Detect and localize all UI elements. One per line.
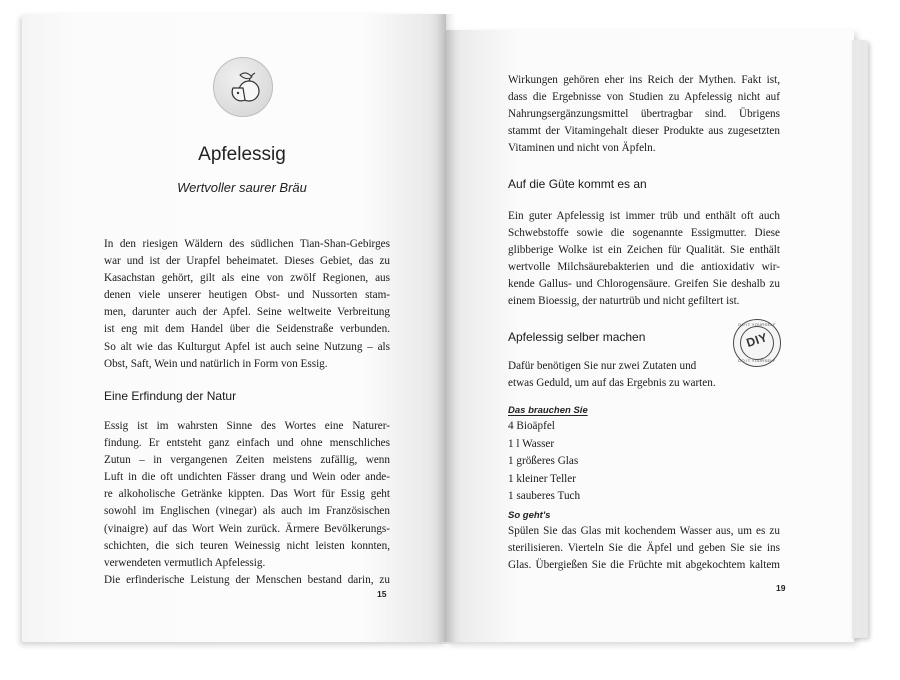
diy-heading: Apfelessig selber machen: [508, 330, 646, 344]
text-line: Schwebstoffe sowie die sogenannte Essigmutter. Diese: [508, 227, 780, 240]
text-line: war und ist der Urapfel beheimatet. Dieses Gebiet, das zu: [104, 255, 390, 268]
text-line: Luft in die oft undichten Fässer drang und Wein oder ande-: [104, 471, 390, 484]
text-line: Glas. Übergießen Sie die Früchte mit abgekochtem kaltem: [508, 559, 780, 572]
text-line: verwendeten vermutlich Apfelessig.: [104, 556, 266, 569]
badge-text: DIY: [744, 330, 770, 350]
method-label: So geht's: [508, 510, 551, 521]
ingredients-label: Das brauchen Sie: [508, 405, 588, 416]
text-line: denen viele unserer heutigen Obst- und Nussorten stam-: [104, 289, 390, 302]
text-line: Spülen Sie das Glas mit kochendem Wasser aus, um es zu: [508, 525, 780, 537]
apple-icon: [213, 57, 273, 117]
text-line: ist eng mit dem Handel über die Seidenstraße verbunden.: [104, 323, 390, 336]
text-line: Zutun – in vergangenen Zeiten meistens zufällig, wenn: [104, 454, 390, 467]
list-item: 4 Bioäpfel: [508, 420, 555, 432]
text-line: einem Bioessig, der naturtrüb und nicht gefiltert ist.: [508, 295, 740, 308]
text-line: Die erfinderische Leistung der Menschen bestand darin, zu: [104, 573, 390, 586]
text-line: men, darunter auch der Apfel. Seine weltweite Verbreitung: [104, 306, 390, 319]
list-item: 1 größeres Glas: [508, 455, 579, 468]
text-line: Nahrungsergänzungsmittel übertragbar sind. Übrigens: [508, 108, 780, 121]
method-paragraph: [508, 523, 780, 574]
text-line: So alt wie das Kulturgut Apfel ist auch seine Nutzung – als: [104, 340, 390, 353]
text-line: Wirkungen gehören eher ins Reich der Mythen. Fakt ist,: [508, 74, 780, 86]
text-line: sterilisieren. Vierteln Sie die Äpfel und geben Sie sie ins: [508, 542, 780, 555]
badge-ring-text-bottom: DO IT YOURSELF: [738, 358, 776, 363]
badge-ring-text-top: DO IT YOURSELF: [738, 322, 776, 327]
text-line: Vitaminen und nicht von Äpfeln.: [508, 142, 656, 155]
book-spine: [436, 14, 456, 644]
chapter-title: Apfelessig: [198, 144, 286, 165]
intro-paragraph: [104, 236, 390, 373]
text-line: Dafür benötigen Sie nur zwei Zutaten und: [508, 360, 697, 372]
text-line: kende Gallus- und Chlorogensäure. Greifen Sie deshalb zu: [508, 278, 780, 291]
list-item: 1 l Wasser: [508, 437, 555, 450]
page-number-right: 19: [776, 583, 786, 593]
text-line: Kasachstan gehört, gilt als eine von zwölf Regionen, aus: [104, 272, 390, 285]
chapter-subtitle: Wertvoller saurer Bräu: [177, 180, 307, 195]
text-line: stammt der Vitamingehalt dieser Produkte aus zugesetzten: [508, 125, 780, 138]
continued-paragraph: [508, 72, 780, 157]
text-line: Essig ist im wahrsten Sinne des Wortes eine Naturer-: [104, 420, 390, 432]
text-line: etwas Geduld, um auf das Ergebnis zu warten.: [508, 377, 716, 390]
text-line: Ein guter Apfelessig ist immer trüb und enthält oft auch: [508, 210, 780, 222]
text-line: glibberige Wolke ist ein Zeichen für Qualität. Sie enthält: [508, 244, 780, 257]
text-line: In den riesigen Wäldern des südlichen Tian-Shan-Gebirges: [104, 238, 390, 250]
section-paragraph: [104, 418, 390, 589]
section-heading: Eine Erfindung der Natur: [104, 389, 237, 403]
page-number-left: 15: [377, 589, 387, 599]
text-line: re alkoholische Getränke kippten. Das Wort für Essig geht: [104, 488, 390, 501]
text-line: schichten, die sich teuren Weinessig nicht leisten konnten,: [104, 539, 390, 552]
list-item: 1 sauberes Tuch: [508, 490, 581, 503]
list-item: 1 kleiner Teller: [508, 472, 576, 485]
text-line: sowohl im Englischen (vinegar) als auch im Französischen: [104, 505, 390, 518]
text-line: findung. Er entsteht ganz einfach und ohne menschliches: [104, 437, 390, 450]
text-line: Obst, Saft, Wein und natürlich in Form von Essig.: [104, 357, 328, 370]
text-line: (vinaigre) auf das Wort Wein zurück. Ärmere Bevölkerungs-: [104, 522, 390, 535]
quality-paragraph: [508, 208, 780, 311]
quality-heading: Auf die Güte kommt es an: [508, 177, 647, 191]
text-line: wertvolle Milchsäurebakterien und die antioxidativ wir-: [508, 261, 780, 274]
diy-badge-icon: [733, 319, 781, 367]
text-line: dass die Ergebnisse von Studien zu Apfelessig nicht auf: [508, 91, 780, 104]
diy-intro-paragraph: [508, 358, 738, 392]
ingredients-list: [508, 418, 580, 506]
page-edges: [852, 40, 868, 638]
